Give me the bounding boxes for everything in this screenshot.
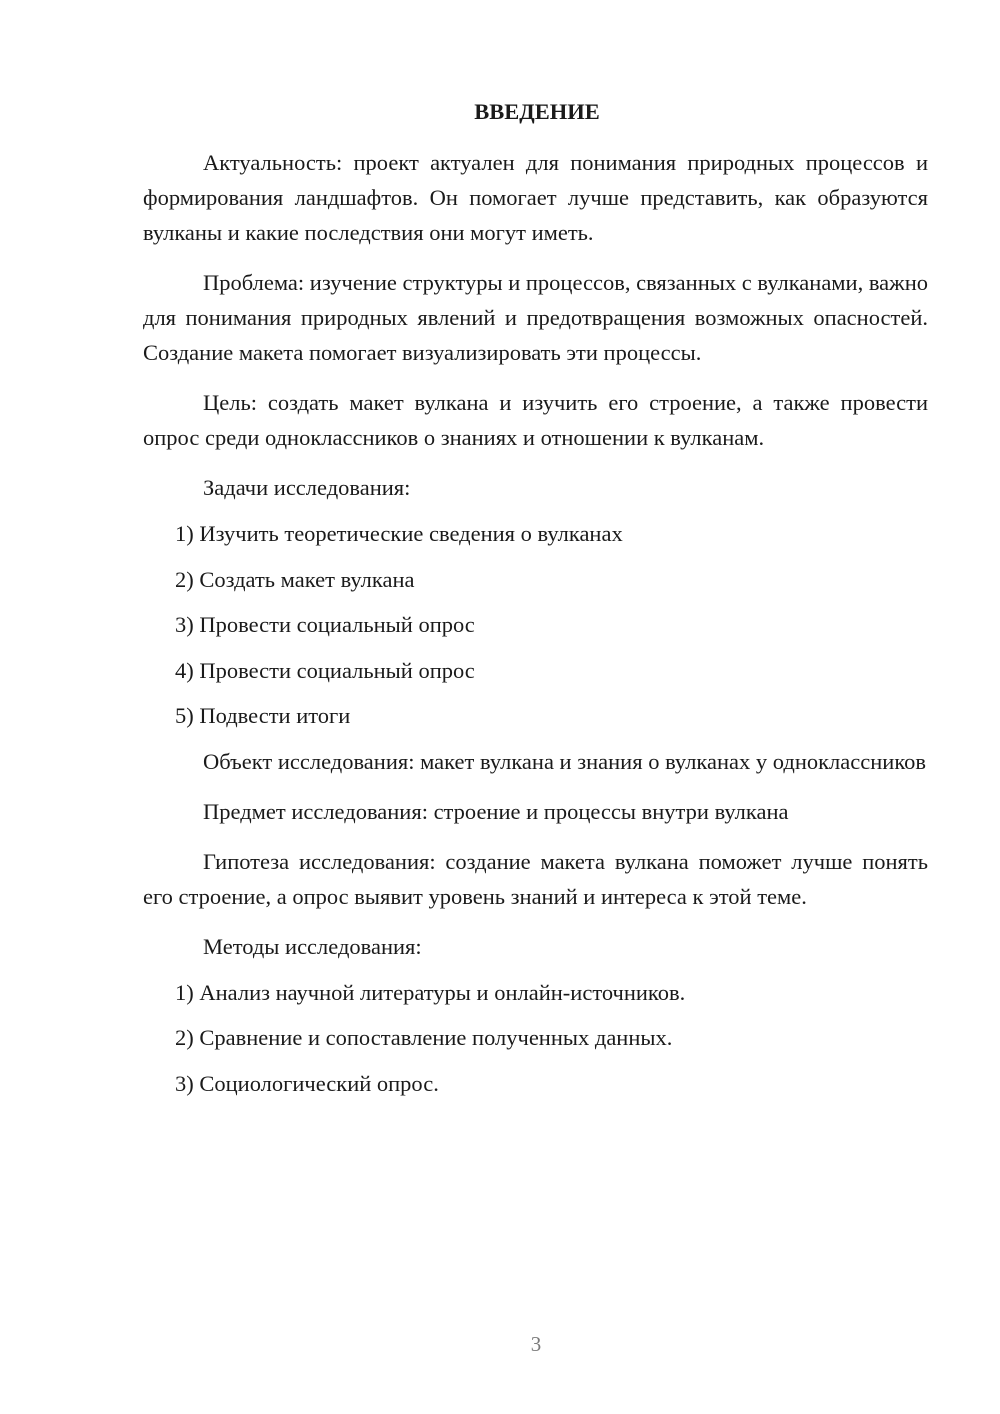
hypothesis-paragraph: Гипотеза исследования: создание макета вулкана поможет лучше понять его строение, а опрос выявит уровень знаний и интереса к этой теме. xyxy=(143,848,928,909)
list-item: 5) Подвести итоги xyxy=(175,703,351,728)
methods-heading: Методы исследования: xyxy=(203,933,422,959)
list-item: 3) Провести социальный опрос xyxy=(175,612,475,637)
problem-paragraph: Проблема: изучение структуры и процессов, связанных с вулканами, важно для понимания природных явлений и предотвращения возможных опасностей. Создание макета помогает визуализировать эти процессы. xyxy=(143,270,928,365)
document-body xyxy=(143,94,928,1111)
list-item: 1) Изучить теоретические сведения о вулканах xyxy=(175,521,623,546)
list-item: 2) Сравнение и сопоставление полученных данных. xyxy=(175,1025,673,1050)
object-paragraph: Объект исследования: макет вулкана и знания о вулканах у одноклассников xyxy=(203,748,926,774)
page-number: 3 xyxy=(530,1332,542,1356)
list-item: 3) Социологический опрос. xyxy=(175,1070,439,1096)
section-title: ВВЕДЕНИЕ xyxy=(474,99,600,124)
subject-paragraph: Предмет исследования: строение и процессы внутри вулкана xyxy=(203,798,789,824)
tasks-heading: Задачи исследования: xyxy=(203,475,411,500)
tasks-list xyxy=(143,516,928,733)
list-item: 2) Создать макет вулкана xyxy=(175,566,415,592)
goal-paragraph: Цель: создать макет вулкана и изучить его строение, а также провести опрос среди одноклассников о знаниях и отношении к вулканам. xyxy=(143,390,928,450)
list-item: 1) Анализ научной литературы и онлайн-источников. xyxy=(175,979,686,1005)
methods-list xyxy=(143,975,928,1101)
relevance-paragraph: Актуальность: проект актуален для понимания природных процессов и формирования ландшафтов. Он помогает лучше представить, как образуются вулканы и какие последствия они могут иметь. xyxy=(143,150,928,245)
list-item: 4) Провести социальный опрос xyxy=(175,657,475,683)
